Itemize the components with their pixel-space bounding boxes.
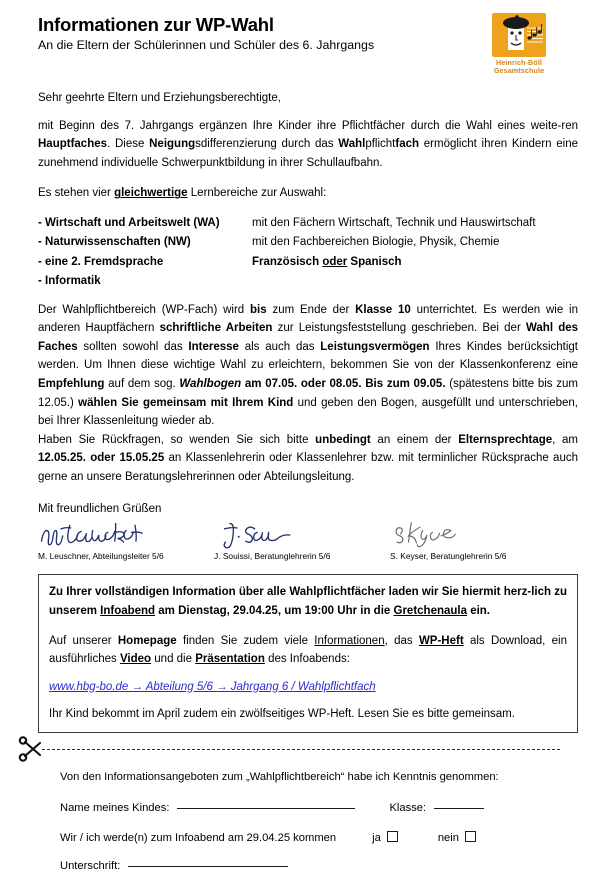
logo-name-line1: Heinrich-Böll: [495, 58, 543, 67]
info-box-invitation: [49, 583, 567, 620]
no-label: nein: [437, 832, 459, 845]
ib-l1b: Infoabend: [100, 604, 156, 617]
ib-l2k: des Infoabends:: [264, 653, 350, 666]
signature-caption: S. Keyser, Beratunglehrerin 5/6: [390, 551, 507, 562]
ib-l2i: und die: [151, 653, 196, 666]
mp-t2: unbedingt: [315, 433, 371, 446]
subject-lang-1: Französisch: [252, 255, 323, 268]
tear-off-form: [60, 768, 578, 872]
subject-name: - Naturwissenschaften (NW): [38, 236, 191, 249]
scissors-icon: [18, 736, 44, 762]
ib-l2h: Video: [119, 653, 152, 666]
no-checkbox[interactable]: [465, 831, 476, 842]
subject-name: - Informatik: [38, 275, 101, 288]
homepage-link[interactable]: www.hbg-bo.de → Abteilung 5/6 → Jahrgang 6 / Wahlpflichtfach: [49, 680, 376, 693]
logo-name-line2: Gesamtschule: [493, 66, 545, 76]
mp-s10: Interesse: [188, 340, 239, 353]
mp-t6: 12.05.25. oder 15.05.25: [38, 452, 165, 465]
intro-text-g: pflicht: [365, 138, 396, 151]
yes-checkbox[interactable]: [387, 831, 398, 842]
choice-intro-b: gleichwertige: [114, 187, 188, 200]
ib-l2d: Informationen: [314, 634, 385, 647]
attendance-label: Wir / ich werde(n) zum Infoabend am 29.04.25 kommen: [60, 832, 337, 845]
signature-leuschner: [38, 520, 170, 550]
document-header: [38, 14, 578, 80]
list-item: [38, 272, 578, 291]
intro-text-h: fach: [395, 138, 420, 151]
subject-description: [252, 272, 578, 291]
mp-s5: unterrichtet. Es werden wie in anderen Hauptfächern: [38, 303, 578, 335]
page-subtitle: An die Eltern der Schülerinnen und Schüler des 6. Jahrgangs: [38, 38, 375, 53]
info-box-homepage: [49, 632, 567, 669]
mp-s16: Wahlbogen: [179, 377, 242, 390]
subject-name: - eine 2. Fremdsprache: [38, 255, 164, 268]
mp-s4: Klasse 10: [355, 303, 411, 316]
mp-s17: am 07.05. oder 08.05. Bis zum 09.05.: [241, 377, 446, 390]
page-title: Informationen zur WP-Wahl: [38, 14, 274, 35]
intro-text-d: Neigung: [149, 138, 196, 151]
mp-t4: Elternsprechtage: [458, 433, 553, 446]
subject-list: [38, 214, 578, 292]
intro-text-f: Wahl: [338, 138, 366, 151]
signature-row: [38, 520, 578, 561]
intro-text-a: mit Beginn des 7. Jahrgangs ergänzen Ihre Kinder ihre Pflichtfächer durch die Wahl eines weite-ren: [38, 119, 578, 132]
mp-s6: schriftliche Arbeiten: [159, 322, 273, 335]
closing-greeting: Mit freundlichen Grüßen: [38, 502, 162, 515]
intro-paragraph: [38, 117, 578, 173]
ib-l2c: finden Sie zudem viele: [176, 634, 315, 647]
choice-intro: [38, 184, 578, 203]
mp-s15: auf dem sog.: [104, 377, 180, 390]
main-body: [38, 301, 578, 487]
intro-text-c: . Diese: [107, 138, 150, 151]
intro-text-i: ermöglicht ihren Kindern eine zunehmend individuelle Schwerpunktbildung in ihrer Schullaufbahn.: [38, 138, 578, 169]
ib-l1e: ein.: [467, 604, 491, 617]
signature-caption: J. Souissi, Beratunglehrerin 5/6: [214, 551, 331, 562]
ib-l2j: Präsentation: [195, 653, 265, 666]
choice-intro-a: Es stehen vier: [38, 187, 115, 200]
school-crest-icon: [491, 12, 547, 58]
intro-text-b: Hauptfaches: [38, 138, 108, 151]
ib-l2e: , das: [384, 634, 419, 647]
mp-s11: als auch das: [238, 340, 321, 353]
signature-label: Unterschrift:: [60, 860, 121, 872]
ib-l2a: Auf unserer: [49, 634, 118, 647]
ib-l2g: als Download, ein ausführliches: [49, 634, 567, 666]
yes-label: ja: [372, 832, 381, 845]
signature-block-3: [390, 520, 566, 561]
main-paragraph-1: [38, 301, 578, 431]
klasse-label: Klasse:: [389, 802, 427, 815]
mp-t1: Haben Sie Rückfragen, so wenden Sie sich bitte: [38, 433, 316, 446]
ib-l1d: Gretchenaula: [393, 604, 467, 617]
child-name-label: Name meines Kindes:: [60, 802, 170, 815]
form-row-signature: [60, 860, 578, 872]
ib-l1a: Zu Ihrer vollständigen Information über alle Wahlpflichtfächer laden wir Sie hiermit herz-lich zu unserem: [49, 586, 567, 617]
mp-s19: wählen Sie gemeinsam mit Ihrem Kind: [78, 396, 294, 409]
cut-dashed-line: [42, 749, 560, 750]
mp-s18: (spätestens bitte bis zum 12.05.): [38, 377, 578, 409]
signature-caption: M. Leuschner, Abteilungsleiter 5/6: [38, 551, 164, 562]
mp-s13: Ihres Kindes berücksichtigt werden. Um Ihnen diese wichtige Wahl zu erleichtern, bekommen Sie von der Klassenkonferenz eine: [38, 340, 578, 372]
child-name-input[interactable]: [177, 808, 355, 809]
salutation: Sehr geehrte Eltern und Erziehungsberechtigte,: [38, 92, 281, 104]
form-intro-text: Von den Informationsangeboten zum „Wahlpflichtbereich“ habe ich Kenntnis genommen:: [60, 771, 499, 784]
form-row-name: [60, 802, 578, 814]
mp-s20: und geben den Bogen, ausgefüllt und unterschrieben, bei Ihrer Klassenleitung wieder ab.: [38, 396, 578, 428]
tear-off-divider: [18, 738, 578, 764]
signature-input[interactable]: [128, 866, 288, 867]
subject-name: - Wirtschaft und Arbeitswelt (WA): [38, 216, 220, 229]
ib-l2f: WP-Heft: [418, 634, 464, 647]
mp-t7: an Klassenlehrerin oder Klassenlehrer bzw. mit terminlicher Rücksprache auch gerne an unsere Beratungslehrerinnen oder Abteilungsleitung.: [38, 452, 578, 483]
list-item: [38, 214, 578, 233]
signature-block-1: [38, 520, 214, 561]
mp-s3: zum Ende der: [266, 303, 356, 316]
info-box: [38, 574, 578, 733]
subject-lang-2: Spanisch: [347, 255, 402, 268]
mp-s8: Wahl des Faches: [38, 322, 579, 353]
mp-t3: an einem der: [370, 433, 459, 446]
klasse-input[interactable]: [434, 808, 484, 809]
ib-l1c: am Dienstag, 29.04.25, um 19:00 Uhr in die: [155, 604, 394, 617]
info-box-booklet: Ihr Kind bekommt im April zudem ein zwölfseitiges WP-Heft. Lesen Sie es bitte gemeinsam.: [49, 707, 515, 720]
subject-description: [252, 253, 578, 272]
signature-block-2: [214, 520, 390, 561]
list-item: [38, 233, 578, 252]
signature-keyser: [390, 520, 522, 550]
mp-s2: bis: [250, 303, 267, 316]
subject-description: mit den Fachbereichen Biologie, Physik, Chemie: [252, 236, 500, 249]
subject-lang-or: oder: [322, 255, 348, 268]
choice-intro-c: Lernbereiche zur Auswahl:: [187, 187, 327, 200]
info-box-link-line: [49, 678, 567, 696]
signature-souissi: [214, 520, 346, 550]
mp-s14: Empfehlung: [38, 377, 105, 390]
mp-s7: zur Leistungsfeststellung geschrieben. Bei der: [272, 322, 526, 335]
mp-t5: , am: [552, 433, 579, 446]
mp-s9: sollten sowohl das: [77, 340, 189, 353]
intro-text-e: sdifferenzierung durch das: [195, 138, 339, 151]
intro-block: [38, 89, 578, 203]
main-paragraph-2: [38, 431, 578, 487]
form-row-attendance: [60, 830, 578, 844]
mp-s1: Der Wahlpflichtbereich (WP-Fach) wird: [38, 303, 251, 316]
school-logo: [482, 12, 556, 78]
ib-l2b: Homepage: [117, 634, 177, 647]
mp-s12: Leistungsvermögen: [320, 340, 430, 353]
subject-description: mit den Fächern Wirtschaft, Technik und Hauswirtschaft: [252, 216, 536, 229]
list-item: [38, 253, 578, 272]
